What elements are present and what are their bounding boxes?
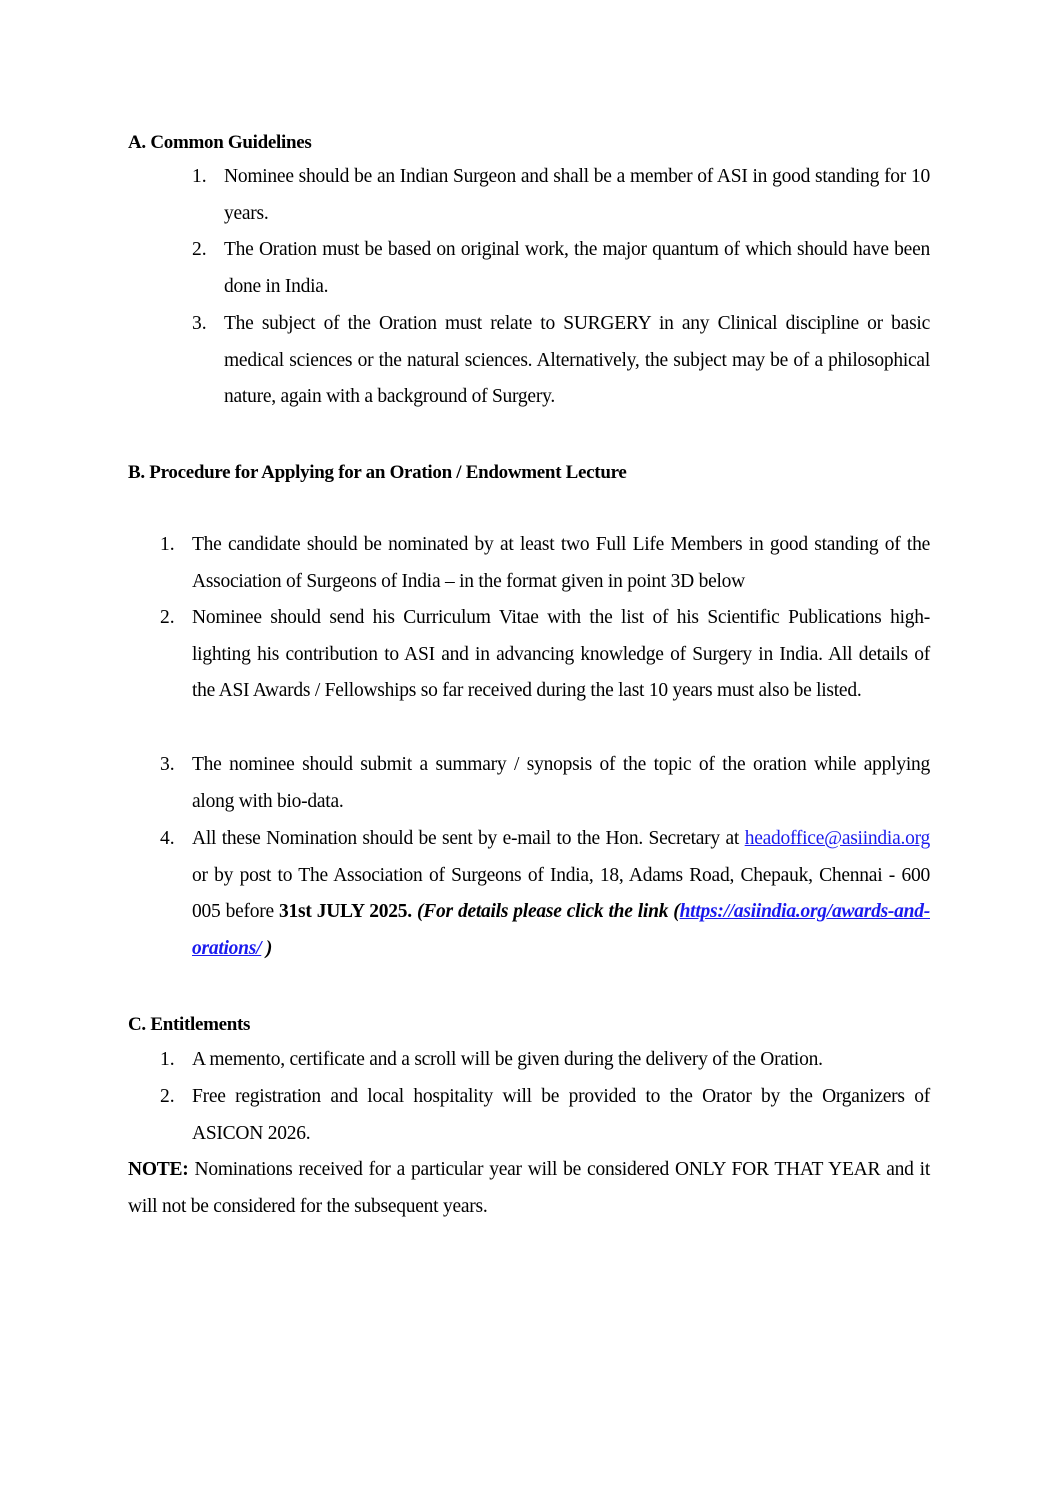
item-number: 2. xyxy=(160,1086,175,1107)
item-text-part: or by post to The Association of Surgeons of India, 18, Adams Road, Chepauk, Chennai - 600 005 before xyxy=(192,864,930,923)
item-number: 1. xyxy=(192,166,207,187)
item-text: The Oration must be based on original work, the major quantum of which should have been done in India. xyxy=(224,239,930,297)
section-b-item-3 xyxy=(160,747,930,820)
section-b-item-2 xyxy=(160,600,930,710)
details-suffix: ) xyxy=(261,937,273,959)
item-text: Nominee should send his Curriculum Vitae with the list of his Scientific Publications high-lighting his contribution to ASI and in advancing knowledge of Surgery in India. All details of the ASI Awards / Fellowships so far received during the last 10 years must also be listed. xyxy=(192,607,930,702)
section-c-item-2 xyxy=(160,1079,930,1152)
email-link[interactable]: headoffice@asiindia.org xyxy=(744,828,930,849)
item-text: The subject of the Oration must relate to SURGERY in any Clinical discipline or basic medical sciences or the natural sciences. Alternatively, the subject may be of a philosophical nature, again with a background of Surgery. xyxy=(224,313,930,408)
note-label: NOTE: xyxy=(128,1159,189,1180)
section-a-item-1 xyxy=(192,159,930,232)
section-b-item-1 xyxy=(160,527,930,600)
item-text: The nominee should submit a summary / synopsis of the topic of the oration while applying along with bio-data. xyxy=(192,754,930,812)
item-number: 1. xyxy=(160,1049,175,1070)
note-paragraph xyxy=(128,1152,930,1225)
section-b-heading: B. Procedure for Applying for an Oration / Endowment Lecture xyxy=(128,462,627,483)
item-text: A memento, certificate and a scroll will be given during the delivery of the Oration. xyxy=(192,1049,823,1070)
item-number: 4. xyxy=(160,828,175,849)
details-prefix: (For details please click the link ( xyxy=(411,901,680,923)
item-text: The candidate should be nominated by at least two Full Life Members in good standing of the Association of Surgeons of India – in the format given in point 3D below xyxy=(192,534,930,592)
item-number: 3. xyxy=(192,313,207,334)
section-c-item-1 xyxy=(160,1042,930,1079)
item-text: Nominee should be an Indian Surgeon and shall be a member of ASI in good standing for 10 years. xyxy=(224,166,930,224)
section-a-item-2 xyxy=(192,232,930,305)
item-text-part: All these Nomination should be sent by e-mail to the Hon. Secretary at xyxy=(192,828,745,849)
section-c-heading: C. Entitlements xyxy=(128,1014,251,1035)
section-a-heading: A. Common Guidelines xyxy=(128,132,312,153)
note-text: Nominations received for a particular year will be considered ONLY FOR THAT YEAR and it will not be considered for the subsequent years. xyxy=(128,1159,930,1217)
item-number: 2. xyxy=(160,607,175,628)
section-a-item-3 xyxy=(192,306,930,416)
item-number: 2. xyxy=(192,239,207,260)
section-b-item-4 xyxy=(160,821,930,967)
item-number: 3. xyxy=(160,754,175,775)
awards-url-link[interactable]: https://asiindia.org/awards-and-orations/ xyxy=(192,901,930,959)
deadline-date: 31st JULY 2025. xyxy=(279,901,412,923)
item-text xyxy=(192,821,930,967)
item-text: Free registration and local hospitality will be provided to the Orator by the Organizers of ASICON 2026. xyxy=(192,1086,930,1144)
item-number: 1. xyxy=(160,534,175,555)
